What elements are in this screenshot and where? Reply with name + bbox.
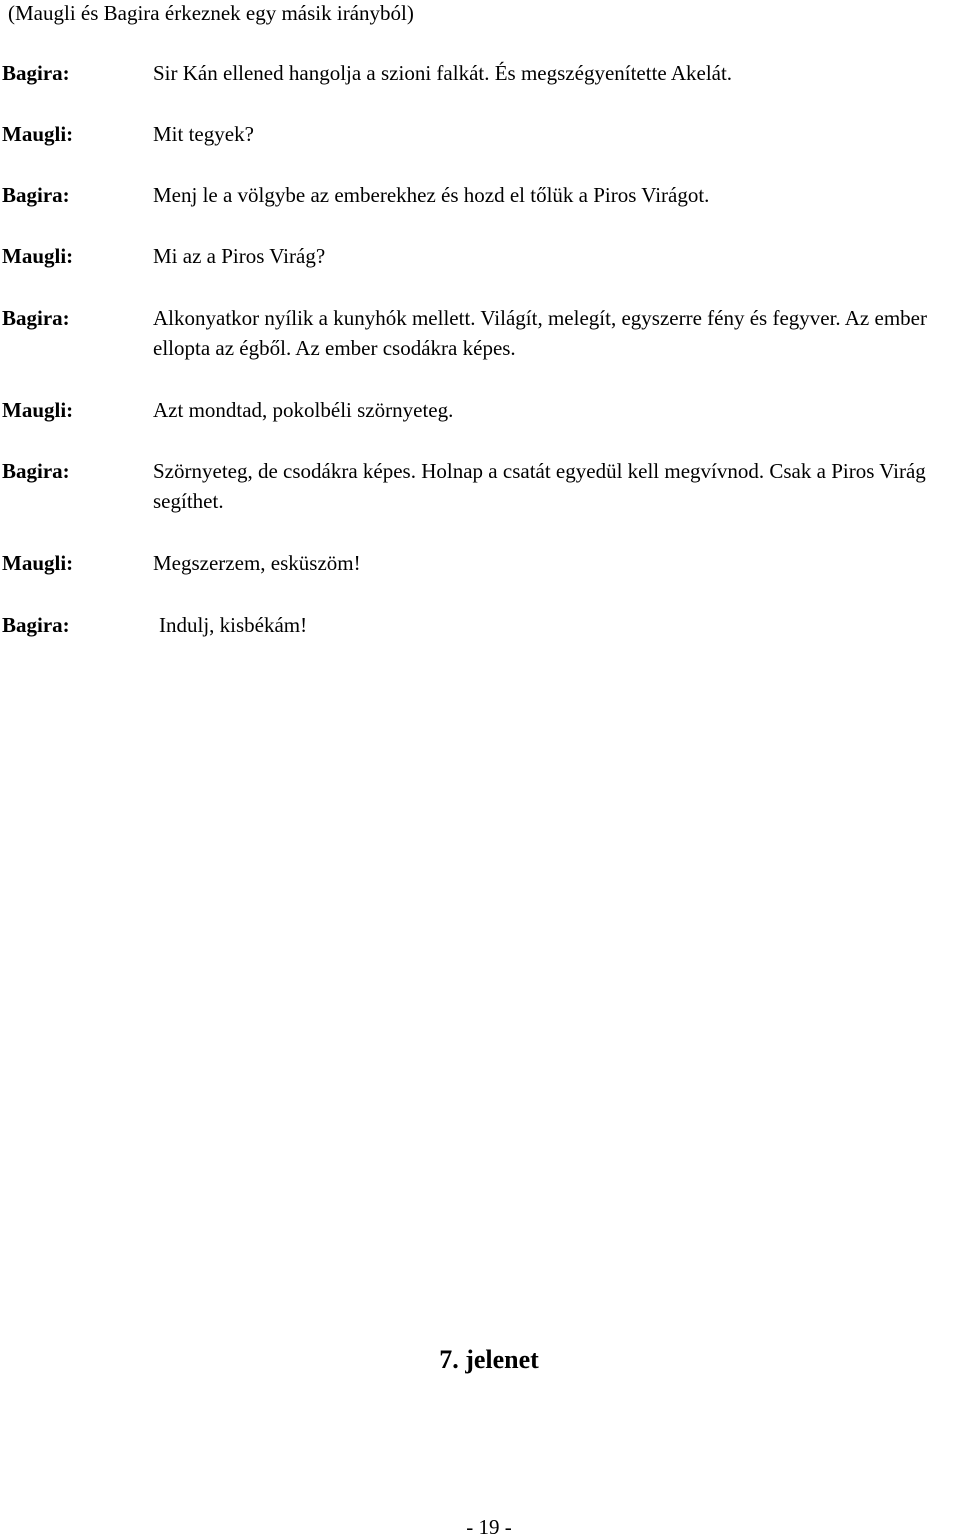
scene-title: 7. jelenet [439,1345,539,1374]
dialogue-line: Megszerzem, esküszöm! [153,551,361,575]
dialogue-line: Alkonyatkor nyílik a kunyhók mellett. Világít, melegít, egyszerre fény és fegyver. Az ember ellopta az égből. Az ember csodákra képes. [153,306,927,360]
dialogue-line: Mi az a Piros Virág? [153,244,326,268]
speaker-name: Maugli: [2,398,74,422]
dialogue-line: Sir Kán ellened hangolja a szioni falkát. És megszégyenítette Akelát. [153,61,733,85]
dialogue-line: Menj le a völgybe az emberekhez és hozd el tőlük a Piros Virágot. [153,183,710,207]
speaker-name: Bagira: [2,306,70,330]
speaker-name: Bagira: [2,613,70,637]
page-number: - 19 - [466,1515,512,1539]
speaker-name: Bagira: [2,61,70,85]
speaker-name: Maugli: [2,122,74,146]
dialogue-line: Mit tegyek? [153,122,254,146]
dialogue-line: Azt mondtad, pokolbéli szörnyeteg. [153,398,454,422]
dialogue-line: Szörnyeteg, de csodákra képes. Holnap a csatát egyedül kell megvívnod. Csak a Piros Virág segíthet. [153,459,926,513]
speaker-name: Maugli: [2,244,74,268]
speaker-name: Maugli: [2,551,74,575]
dialogue-line: Indulj, kisbékám! [159,613,308,637]
speaker-name: Bagira: [2,183,70,207]
stage-direction: (Maugli és Bagira érkeznek egy másik irányból) [8,1,414,25]
speaker-name: Bagira: [2,459,70,483]
